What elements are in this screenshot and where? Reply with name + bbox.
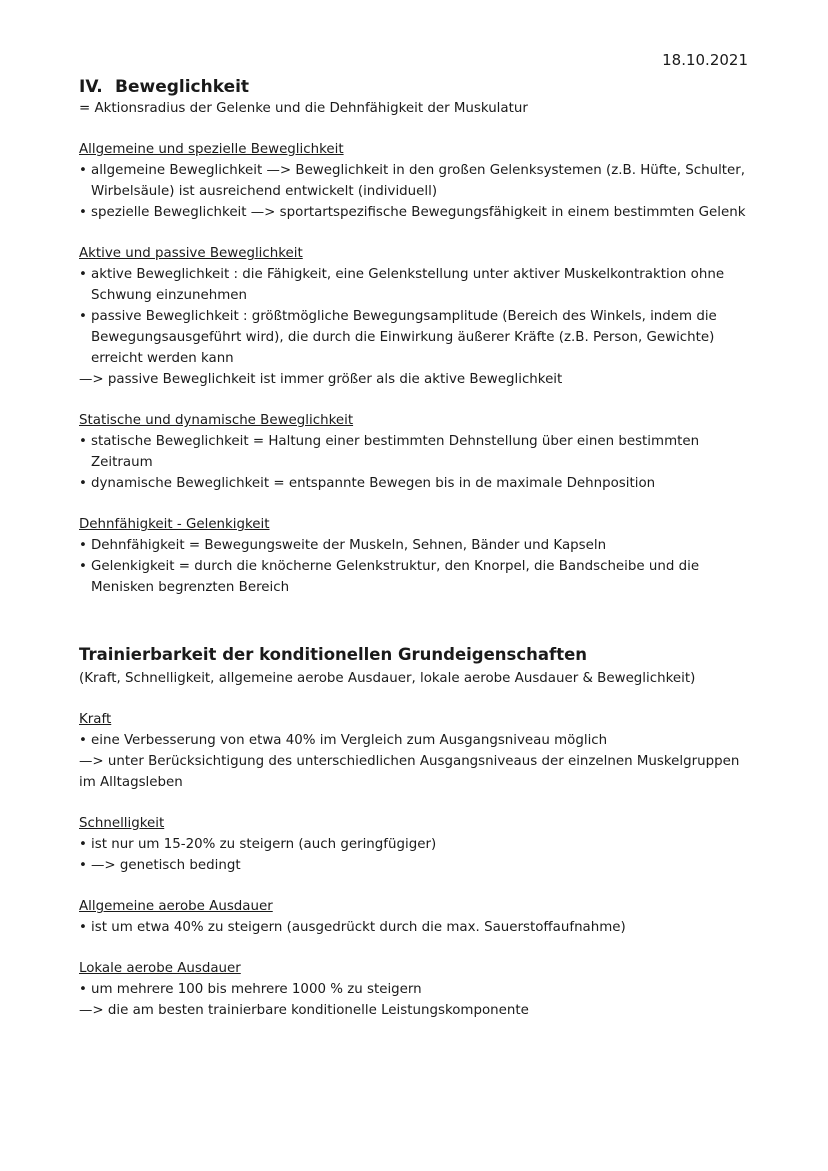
subsection [79, 958, 759, 1021]
subsection-title: Kraft [79, 712, 112, 727]
subsection-title: Lokale aerobe Ausdauer [79, 961, 241, 976]
bullet-item: • —> genetisch bedingt [79, 855, 759, 876]
document-date: 18.10.2021 [662, 51, 748, 69]
subsection-title: Allgemeine und spezielle Beweglichkeit [79, 142, 344, 157]
document-body [79, 76, 759, 1041]
bullet-item: • spezielle Beweglichkeit —> sportartspezifische Bewegungsfähigkeit in einem bestimmten Gelenk [79, 202, 759, 223]
subsection [79, 243, 759, 390]
trainierbarkeit-sections [79, 709, 759, 1021]
bullet-item: • ist nur um 15-20% zu steigern (auch geringfügiger) [79, 834, 759, 855]
bullet-item: • allgemeine Beweglichkeit —> Beweglichkeit in den großen Gelenksystemen (z.B. Hüfte, Schulter, Wirbelsäule) ist ausreichend entwickelt (individuell) [79, 160, 759, 202]
subsection-title: Allgemeine aerobe Ausdauer [79, 899, 273, 914]
trainierbarkeit-heading: Trainierbarkeit der konditionellen Grundeigenschaften [79, 645, 588, 664]
subsection [79, 410, 759, 494]
bullet-item: • Dehnfähigkeit = Bewegungsweite der Muskeln, Sehnen, Bänder und Kapseln [79, 535, 759, 556]
subsection-title: Schnelligkeit [79, 816, 165, 831]
trainierbarkeit-subtitle: (Kraft, Schnelligkeit, allgemeine aerobe Ausdauer, lokale aerobe Ausdauer & Beweglichkeit) [79, 671, 696, 686]
subsection [79, 709, 759, 793]
bullet-item: • eine Verbesserung von etwa 40% im Vergleich zum Ausgangsniveau möglich [79, 730, 759, 751]
note-line: —> passive Beweglichkeit ist immer größer als die aktive Beweglichkeit [79, 372, 563, 387]
beweglichkeit-sections [79, 139, 759, 598]
bullet-item: • dynamische Beweglichkeit = entspannte Bewegen bis in de maximale Dehnposition [79, 473, 759, 494]
section-heading [79, 76, 759, 98]
bullet-item: • um mehrere 100 bis mehrere 1000 % zu steigern [79, 979, 759, 1000]
bullet-item: • ist um etwa 40% zu steigern (ausgedrückt durch die max. Sauerstoffaufnahme) [79, 917, 759, 938]
subsection [79, 139, 759, 223]
definition-line: = Aktionsradius der Gelenke und die Dehnfähigkeit der Muskulatur [79, 101, 528, 116]
subsection-title: Aktive und passive Beweglichkeit [79, 246, 303, 261]
section-title: Beweglichkeit [115, 77, 250, 97]
note-line: —> unter Berücksichtigung des unterschiedlichen Ausgangsniveaus der einzelnen Muskelgruppen im Alltagsleben [79, 754, 740, 790]
subsection [79, 514, 759, 598]
subsection-title: Statische und dynamische Beweglichkeit [79, 413, 354, 428]
section-number: IV. [79, 77, 103, 97]
bullet-item: • aktive Beweglichkeit : die Fähigkeit, eine Gelenkstellung unter aktiver Muskelkontraktion ohne Schwung einzunehmen [79, 264, 759, 306]
note-line: —> die am besten trainierbare konditionelle Leistungskomponente [79, 1003, 529, 1018]
subsection [79, 896, 759, 938]
subsection-title: Dehnfähigkeit - Gelenkigkeit [79, 517, 270, 532]
bullet-item: • statische Beweglichkeit = Haltung einer bestimmten Dehnstellung über einen bestimmten Zeitraum [79, 431, 759, 473]
bullet-item: • Gelenkigkeit = durch die knöcherne Gelenkstruktur, den Knorpel, die Bandscheibe und die Menisken begrenzten Bereich [79, 556, 759, 598]
bullet-item: • passive Beweglichkeit : größtmögliche Bewegungsamplitude (Bereich des Winkels, indem die Bewegungsausgeführt wird), die durch die Einwirkung äußerer Kräfte (z.B. Person, Gewichte) erreicht werden kann [79, 306, 759, 369]
subsection [79, 813, 759, 876]
